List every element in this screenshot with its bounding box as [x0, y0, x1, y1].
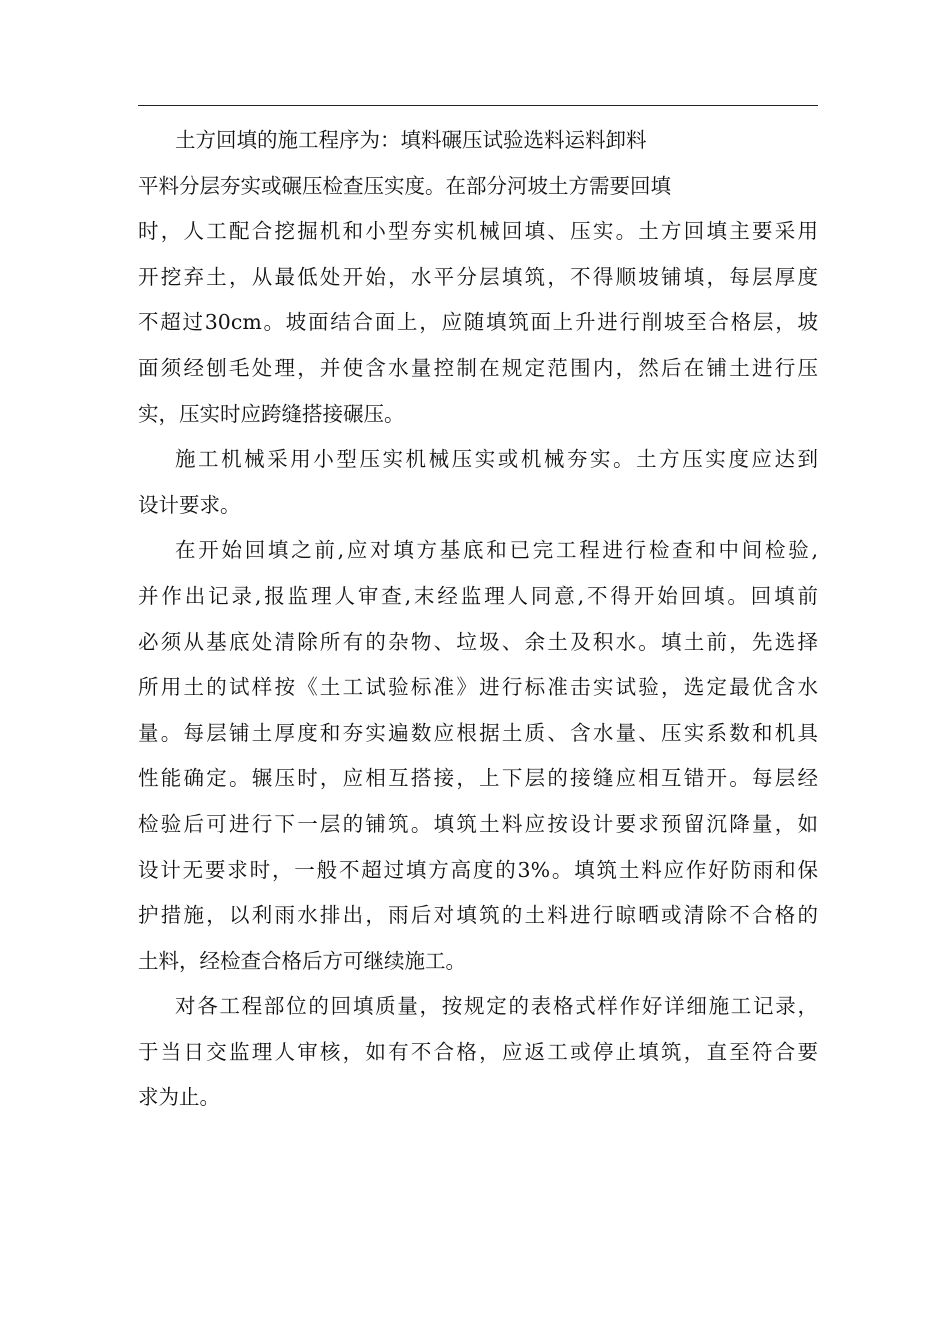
text-line: 实，压实时应跨缝搭接碾压。 [138, 401, 405, 426]
text-line: 开挖弃土，从最低处开始，水平分层填筑，不得顺坡铺填，每层厚度 [138, 264, 818, 289]
text-line: 面须经刨毛处理，并使含水量控制在规定范围内，然后在铺土进行压 [138, 355, 818, 380]
text-line: 量。每层铺土厚度和夯实遍数应根据土质、含水量、压实系数和机具 [138, 720, 818, 745]
text-line: 在开始回填之前,应对填方基底和已完工程进行检查和中间检验, [175, 538, 818, 563]
text-line: 于当日交监理人审核，如有不合格，应返工或停止填筑，直至符合要 [138, 1039, 818, 1064]
text-line: 不超过30cm。坡面结合面上，应随填筑面上升进行削坡至合格层，坡 [138, 310, 818, 335]
text-line: 性能确定。辗压时，应相互搭接，上下层的接缝应相互错开。每层经 [138, 766, 818, 791]
text-line: 护措施，以利雨水排出，雨后对填筑的土料进行晾晒或清除不合格的 [138, 903, 818, 928]
text-line: 时，人工配合挖掘机和小型夯实机械回填、压实。土方回填主要采用 [138, 219, 818, 244]
text-line: 土方回填的施工程序为：填料碾压试验选料运料卸料 [175, 128, 647, 152]
document-body [138, 118, 818, 1121]
paragraph [138, 437, 818, 528]
text-line: 施工机械采用小型压实机械压实或机械夯实。土方压实度应达到 [175, 447, 818, 472]
text-line: 必须从基底处清除所有的杂物、垃圾、余土及积水。填土前，先选择 [138, 629, 818, 654]
text-line: 设计要求。 [138, 492, 241, 517]
text-line: 平料分层夯实或碾压检查压实度。在部分河坡土方需要回填 [138, 173, 671, 198]
text-line: 并作出记录,报监理人审查,末经监理人同意,不得开始回填。回填前 [138, 583, 818, 608]
text-line: 求为止。 [138, 1085, 220, 1110]
paragraph [138, 528, 818, 984]
paragraph [138, 984, 818, 1121]
paragraph [138, 118, 818, 437]
text-line: 对各工程部位的回填质量，按规定的表格式样作好详细施工记录， [175, 994, 818, 1019]
text-line: 所用土的试样按《土工试验标准》进行标准击实试验，选定最优含水 [138, 675, 818, 700]
text-line: 设计无要求时，一般不超过填方高度的3%。填筑土料应作好防雨和保 [138, 857, 818, 882]
header-rule [138, 105, 818, 106]
text-line: 土料，经检查合格后方可继续施工。 [138, 948, 466, 973]
text-line: 检验后可进行下一层的铺筑。填筑土料应按设计要求预留沉降量，如 [138, 811, 818, 836]
